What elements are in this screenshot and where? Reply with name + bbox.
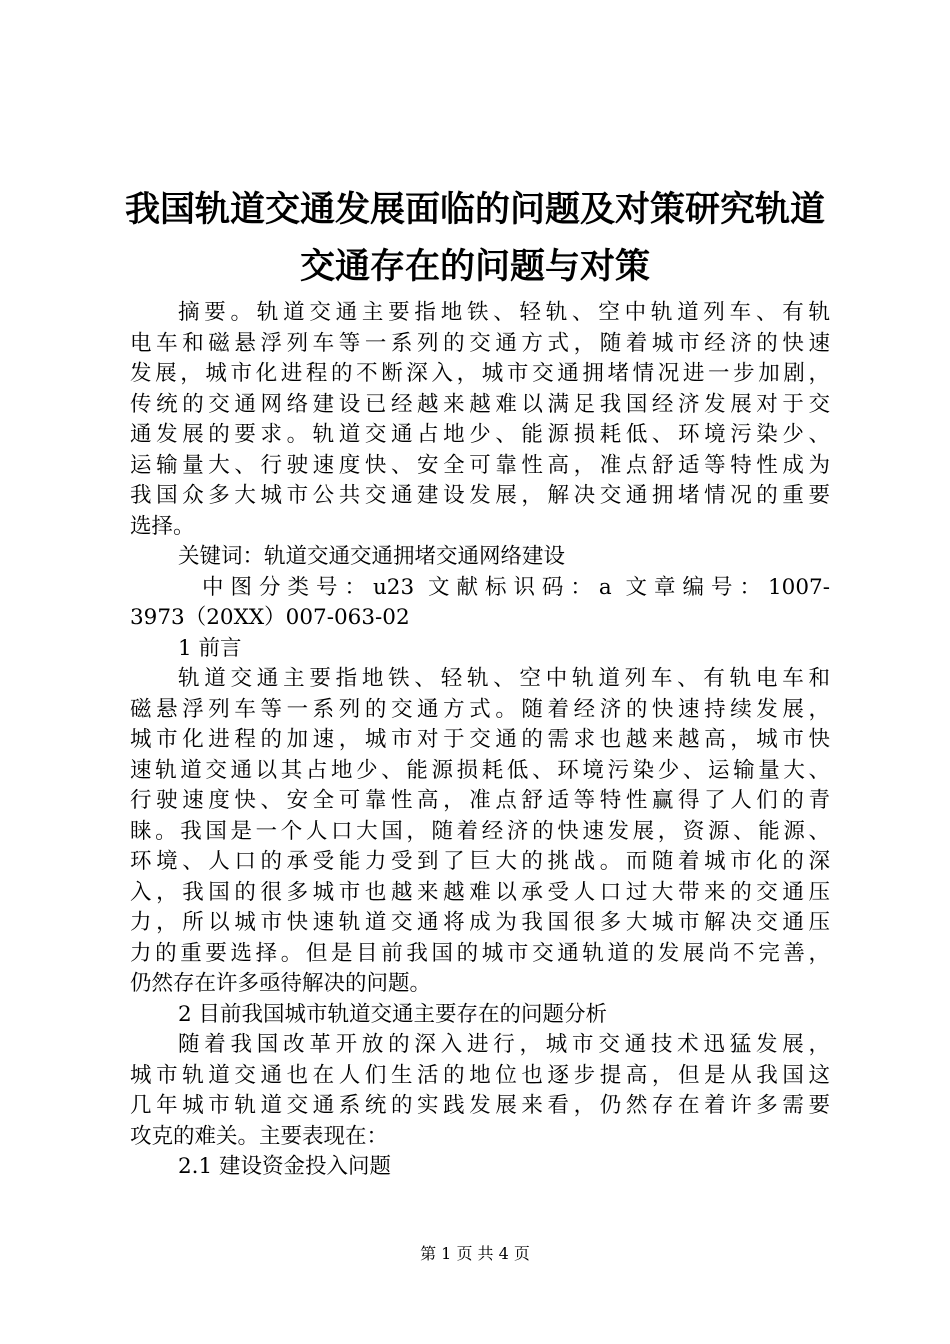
paragraph-line: 行驶速度快、安全可靠性高，准点舒适等特性赢得了人们的青 xyxy=(130,788,830,813)
paragraph-line: 随着我国改革开放的深入进行，城市交通技术迅猛发展， xyxy=(178,1032,830,1057)
section-heading: 1 前言 xyxy=(178,635,242,661)
abstract-line: 选择。 xyxy=(130,513,195,539)
abstract-line: 通发展的要求。轨道交通占地少、能源损耗低、环境污染少、 xyxy=(130,422,830,447)
paragraph-line: 轨道交通主要指地铁、轻轨、空中轨道列车、有轨电车和 xyxy=(178,666,830,691)
paragraph-line: 磁悬浮列车等一系列的交通方式。随着经济的快速持续发展， xyxy=(130,696,830,722)
page-number-footer: 第 1 页 共 4 页 xyxy=(420,1244,530,1263)
abstract-line: 运输量大、行驶速度快、安全可靠性高，准点舒适等特性成为 xyxy=(130,452,830,478)
abstract-line: 传统的交通网络建设已经越来越难以满足我国经济发展对于交 xyxy=(130,391,830,417)
abstract-line: 发展，城市化进程的不断深入，城市交通拥堵情况进一步加剧， xyxy=(130,361,830,386)
paragraph-line: 睐。我国是一个人口大国，随着经济的快速发展，资源、能源、 xyxy=(130,818,830,844)
keywords-line: 关键词：轨道交通交通拥堵交通网络建设 xyxy=(178,544,566,569)
paragraph-line: 力的重要选择。但是目前我国的城市交通轨道的发展尚不完善， xyxy=(130,940,830,966)
classification-line: 中图分类号：u23 文献标识码：a 文章编号：1007- xyxy=(202,574,830,600)
subsection-heading: 2.1 建设资金投入问题 xyxy=(178,1154,392,1179)
paragraph-line: 城市化进程的加速，城市对于交通的需求也越来越高，城市快 xyxy=(130,727,830,752)
paragraph-line: 力，所以城市快速轨道交通将成为我国很多大城市解决交通压 xyxy=(130,910,830,935)
paragraph-line: 环境、人口的承受能力受到了巨大的挑战。而随着城市化的深 xyxy=(130,849,830,874)
document-title-line-2: 交通存在的问题与对策 xyxy=(299,246,650,287)
document-body xyxy=(130,298,830,1183)
abstract-line: 电车和磁悬浮列车等一系列的交通方式，随着城市经济的快速 xyxy=(130,330,830,356)
paragraph-line: 几年城市轨道交通系统的实践发展来看，仍然存在着许多需要 xyxy=(130,1093,830,1118)
paragraph-line: 城市轨道交通也在人们生活的地位也逐步提高，但是从我国这 xyxy=(130,1062,830,1088)
paragraph-line: 速轨道交通以其占地少、能源损耗低、环境污染少、运输量大、 xyxy=(130,757,830,783)
document-title-line-1: 我国轨道交通发展面临的问题及对策研究轨道 xyxy=(124,189,825,230)
abstract-line: 摘要。轨道交通主要指地铁、轻轨、空中轨道列车、有轨 xyxy=(178,300,830,325)
section-heading: 2 目前我国城市轨道交通主要存在的问题分析 xyxy=(178,1001,608,1027)
paragraph-line: 入，我国的很多城市也越来越难以承受人口过大带来的交通压 xyxy=(130,879,830,905)
classification-line: 3973（20XX）007-063-02 xyxy=(130,605,410,630)
paragraph-line: 攻克的难关。主要表现在： xyxy=(130,1123,389,1149)
abstract-line: 我国众多大城市公共交通建设发展，解决交通拥堵情况的重要 xyxy=(130,483,830,508)
paragraph-line: 仍然存在许多亟待解决的问题。 xyxy=(130,971,432,996)
